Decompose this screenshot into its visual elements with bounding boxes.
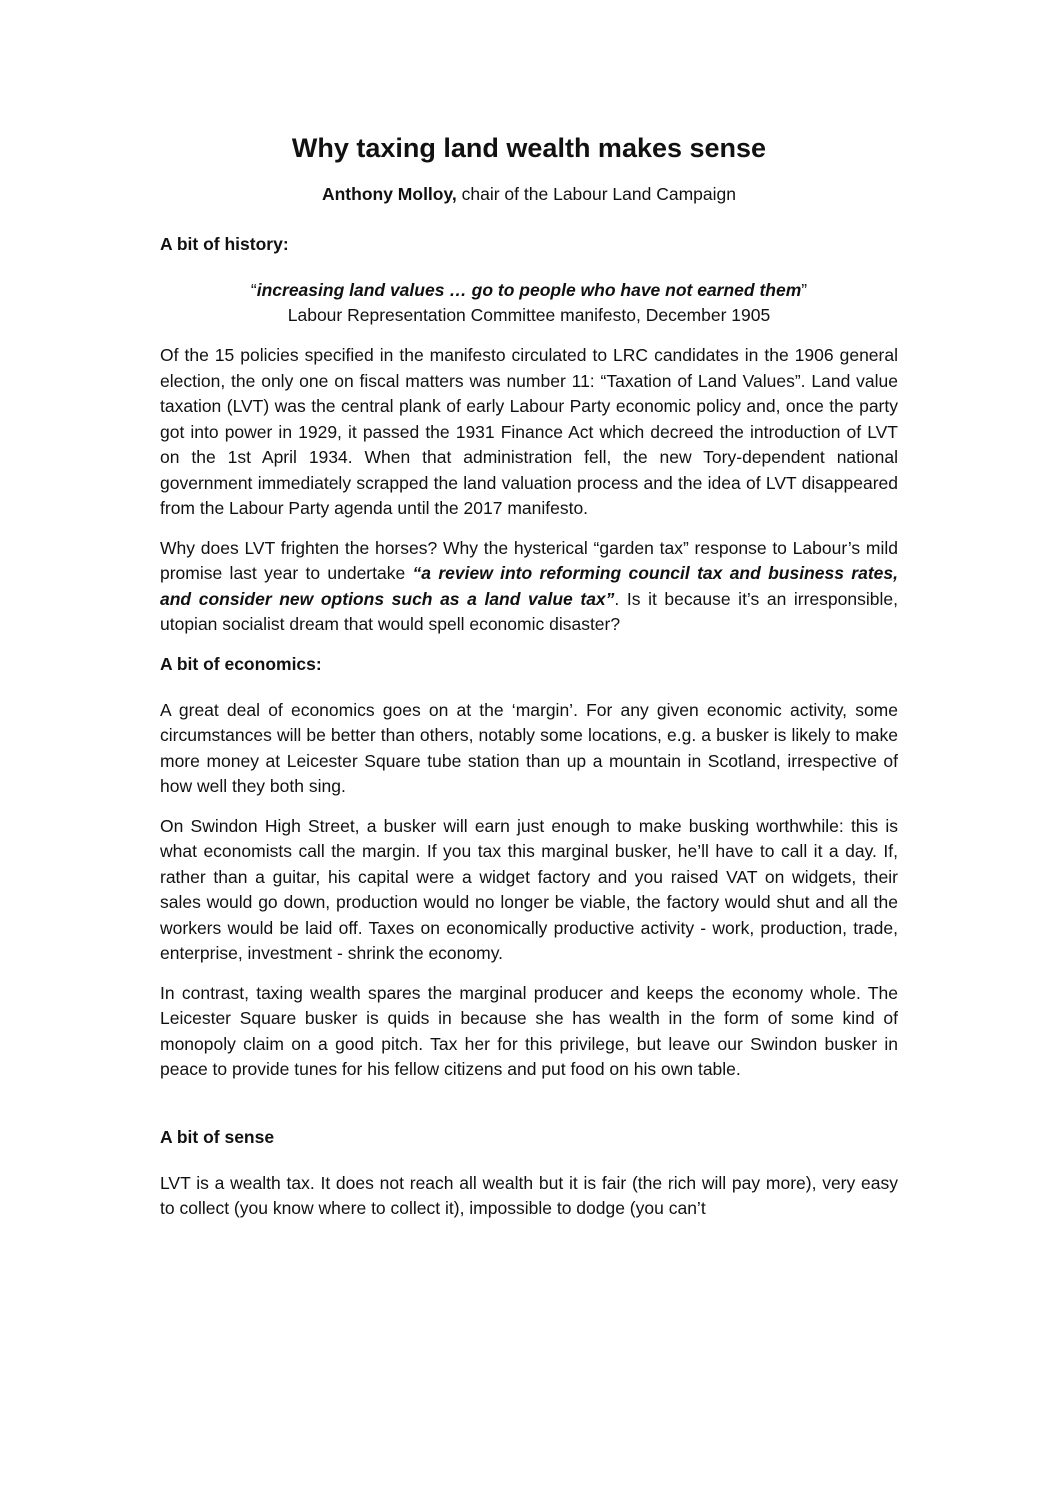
history-paragraph-2 xyxy=(160,536,898,638)
quote-open-mark: “ xyxy=(250,280,257,300)
quote-source: Labour Representation Committee manifesto, December 1905 xyxy=(287,305,771,325)
quote-close-mark: ” xyxy=(801,280,808,300)
economics-paragraph-2: On Swindon High Street, a busker will earn just enough to make busking worthwhile: this is what economists call the margin. If you tax this marginal busker, he’ll have to call it a day. If, rather than a guitar, his capital were a widget factory and you raised VAT on widgets, their sales would go down, production would no longer be viable, the factory would shut and all the workers would be laid off. Taxes on economically productive activity - work, production, trade, enterprise, investment - shrink the economy. xyxy=(160,815,898,963)
history-paragraph-2-quote: “a review into reforming council tax and business rates, and consider new options such as a land value tax” xyxy=(160,563,898,609)
history-paragraph-1: Of the 15 policies specified in the manifesto circulated to LRC candidates in the 1906 general election, the only one on fiscal matters was number 11: “Taxation of Land Values”. Land value taxation (LVT) was the central plank of early Labour Party economic policy and, once the party got into power in 1929, it passed the 1931 Finance Act which decreed the introduction of LVT on the 1st April 1934. When that administration fell, the new Tory-dependent national government immediately scrapped the land valuation process and the idea of LVT disappeared from the Labour Party agenda until the 2017 manifesto. xyxy=(160,345,898,518)
economics-paragraph-1: A great deal of economics goes on at the ‘margin’. For any given economic activity, some circumstances will be better than others, notably some locations, e.g. a busker is likely to make more money at Leicester Square tube station than up a mountain in Scotland, irrespective of how well they both sing. xyxy=(160,699,898,796)
byline-author: Anthony Molloy, xyxy=(321,184,457,204)
section-heading-history: A bit of history: xyxy=(160,234,289,254)
manifesto-quote xyxy=(160,278,898,328)
quote-text: increasing land values … go to people who have not earned them xyxy=(256,280,802,300)
section-heading-sense: A bit of sense xyxy=(160,1126,275,1147)
history-paragraph-2-end: . Is it because it’s an irresponsible, utopian socialist dream that would spell economic disaster? xyxy=(160,588,898,634)
section-gap xyxy=(160,1097,898,1125)
sense-paragraph-1: LVT is a wealth tax. It does not reach all wealth but it is fair (the rich will pay more), very easy to collect (you know where to collect it), impossible to dodge (you can’t xyxy=(160,1172,898,1218)
quote-text-line xyxy=(160,278,898,303)
document-title: Why taxing land wealth makes sense xyxy=(291,133,767,163)
byline xyxy=(160,182,898,206)
history-paragraph-2-start: Why does LVT frighten the horses? Why the hysterical “garden tax” response to Labour’s mild promise last year to undertake xyxy=(160,537,898,583)
byline-role: chair of the Labour Land Campaign xyxy=(456,184,736,204)
economics-paragraph-3: In contrast, taxing wealth spares the marginal producer and keeps the economy whole. The Leicester Square busker is quids in because she has wealth in the form of some kind of monopoly claim on a good pitch. Tax her for this privilege, but leave our Swindon busker in peace to provide tunes for his fellow citizens and put food on his own table. xyxy=(160,982,898,1079)
document-page xyxy=(160,130,898,1236)
section-heading-economics: A bit of economics: xyxy=(160,653,322,674)
